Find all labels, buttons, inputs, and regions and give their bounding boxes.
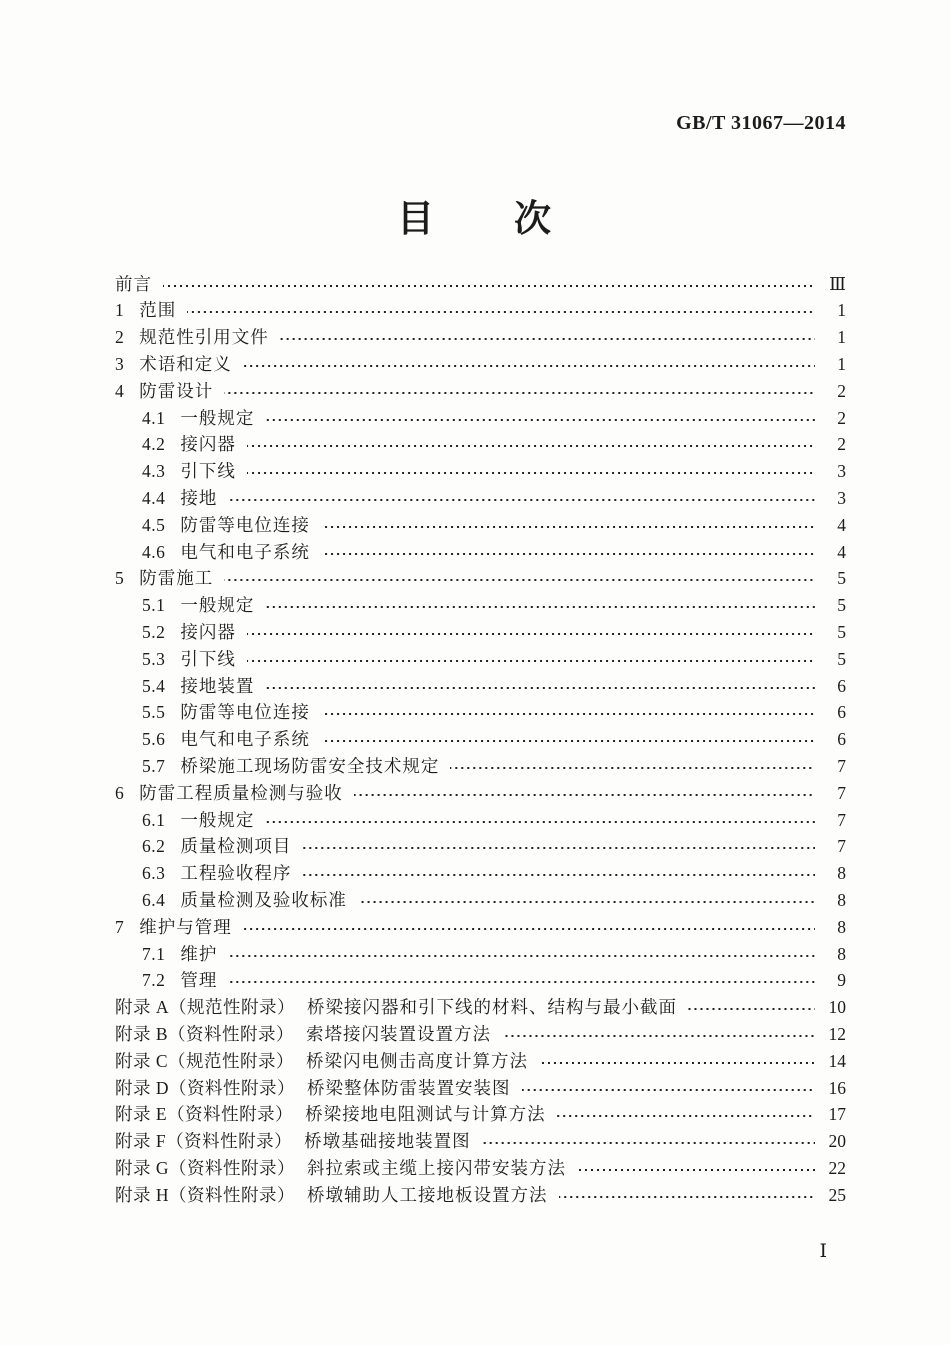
toc-entry-label: 桥梁施工现场防雷安全技术规定 — [180, 755, 440, 776]
table-of-contents — [115, 271, 846, 1209]
toc-entry-number: 3 — [115, 354, 125, 375]
dot-leader — [302, 847, 815, 850]
dot-leader — [482, 1142, 815, 1145]
toc-entry-label: 防雷设计 — [139, 380, 214, 401]
dot-leader — [243, 365, 815, 368]
toc-row — [115, 593, 846, 620]
toc-entry-label: 引下线 — [180, 648, 236, 669]
toc-page-number: 2 — [837, 407, 846, 428]
toc-row — [115, 325, 846, 352]
toc-entry-number: 6.2 — [142, 836, 166, 857]
toc-page-number: Ⅲ — [829, 273, 846, 294]
toc-entry-number: 附录 A（规范性附录） — [115, 997, 296, 1018]
dot-leader — [321, 552, 815, 555]
toc-entry-number: 1 — [115, 300, 125, 321]
toc-entry-label: 前言 — [115, 273, 152, 294]
toc-page-number: 8 — [837, 889, 846, 910]
toc-page-number: 10 — [828, 997, 846, 1018]
toc-page-number: 5 — [837, 648, 846, 669]
toc-row — [115, 968, 846, 995]
toc-page-number: 25 — [828, 1184, 846, 1205]
toc-entry-number: 7.1 — [142, 943, 166, 964]
toc-page-number: 5 — [837, 595, 846, 616]
dot-leader — [163, 284, 815, 287]
toc-row — [115, 861, 846, 888]
toc-row — [115, 700, 846, 727]
toc-entry-label: 桥墩基础接地装置图 — [304, 1131, 471, 1152]
toc-entry-label: 防雷等电位连接 — [180, 514, 310, 535]
toc-page-number: 7 — [837, 755, 846, 776]
toc-entry-number: 5.7 — [142, 755, 166, 776]
toc-entry-label: 桥梁整体防雷装置安装图 — [307, 1077, 511, 1098]
toc-entry-label: 电气和电子系统 — [180, 729, 310, 750]
toc-entry-number: 5.3 — [142, 648, 166, 669]
dot-leader — [280, 338, 815, 341]
toc-entry-number: 附录 B（资料性附录） — [115, 1023, 295, 1044]
toc-entry-number: 5.5 — [142, 702, 166, 723]
toc-row — [115, 485, 846, 512]
toc-entry-label: 接地 — [180, 488, 218, 509]
toc-entry-label: 桥梁接闪器和引下线的材料、结构与最小截面 — [307, 997, 678, 1018]
toc-page-number: 6 — [837, 702, 846, 723]
toc-row — [115, 539, 846, 566]
toc-row — [115, 646, 846, 673]
toc-row — [115, 1021, 846, 1048]
toc-row — [115, 432, 846, 459]
dot-leader — [265, 606, 815, 609]
toc-entry-number: 7.2 — [142, 970, 166, 991]
toc-entry-label: 质量检测项目 — [180, 836, 292, 857]
toc-row — [115, 271, 846, 298]
dot-leader — [358, 901, 815, 904]
toc-entry-label: 斜拉索或主缆上接闪带安装方法 — [307, 1157, 567, 1178]
toc-page-number: 1 — [837, 354, 846, 375]
toc-row — [115, 780, 846, 807]
toc-page-number: 16 — [828, 1077, 846, 1098]
toc-page-number: 4 — [837, 514, 846, 535]
toc-entry-label: 桥墩辅助人工接地板设置方法 — [307, 1184, 548, 1205]
dot-leader — [539, 1062, 815, 1065]
dot-leader — [228, 981, 815, 984]
toc-page-number: 8 — [837, 943, 846, 964]
toc-row — [115, 619, 846, 646]
toc-entry-label: 管理 — [180, 970, 218, 991]
dot-leader — [247, 660, 815, 663]
dot-leader — [557, 1115, 815, 1118]
toc-entry-number: 附录 H（资料性附录） — [115, 1184, 296, 1205]
dot-leader — [247, 445, 815, 448]
toc-page-number: 12 — [828, 1023, 846, 1044]
toc-entry-label: 一般规定 — [180, 407, 255, 428]
toc-row — [115, 459, 846, 486]
toc-entry-label: 接闪器 — [180, 434, 236, 455]
toc-entry-label: 范围 — [139, 300, 177, 321]
dot-leader — [265, 418, 815, 421]
toc-page-number: 5 — [837, 622, 846, 642]
toc-entry-label: 工程验收程序 — [180, 863, 292, 884]
toc-entry-label: 维护 — [180, 943, 218, 964]
toc-page-number: 1 — [837, 300, 846, 321]
toc-entry-number: 4.1 — [142, 407, 166, 428]
dot-leader — [321, 740, 815, 743]
toc-row — [115, 727, 846, 754]
toc-page-number: 3 — [837, 488, 846, 509]
toc-row — [115, 1155, 846, 1182]
dot-leader — [224, 392, 815, 395]
toc-page-number: 2 — [837, 380, 846, 401]
toc-entry-number: 4.2 — [142, 434, 166, 455]
toc-page-number: 3 — [837, 461, 846, 482]
toc-row — [115, 673, 846, 700]
dot-leader — [522, 1088, 815, 1091]
toc-page-number: 17 — [828, 1104, 846, 1125]
toc-entry-number: 4.5 — [142, 514, 166, 535]
dot-leader — [224, 579, 815, 582]
dot-leader — [187, 311, 815, 314]
toc-row — [115, 753, 846, 780]
toc-row — [115, 995, 846, 1022]
toc-row — [115, 378, 846, 405]
toc-row — [115, 834, 846, 861]
toc-row — [115, 351, 846, 378]
toc-entry-label: 一般规定 — [180, 595, 255, 616]
toc-row — [115, 512, 846, 539]
dot-leader — [247, 472, 815, 475]
toc-row — [115, 941, 846, 968]
toc-entry-label: 防雷工程质量检测与验收 — [139, 782, 343, 803]
toc-entry-label: 防雷等电位连接 — [180, 702, 310, 723]
toc-row — [115, 807, 846, 834]
toc-entry-number: 6 — [115, 782, 125, 803]
toc-entry-number: 5.6 — [142, 729, 166, 750]
toc-page-number: 8 — [837, 916, 846, 937]
toc-entry-number: 附录 F（资料性附录） — [115, 1131, 293, 1152]
toc-page-number: 8 — [837, 863, 846, 884]
dot-leader — [247, 633, 815, 636]
toc-entry-number: 5.4 — [142, 675, 166, 696]
toc-row — [115, 1102, 846, 1129]
toc-entry-number: 5 — [115, 568, 125, 589]
dot-leader — [354, 794, 815, 797]
toc-page-number: 20 — [828, 1131, 846, 1152]
toc-row — [115, 298, 846, 325]
toc-page-number: 9 — [837, 970, 846, 991]
toc-entry-number: 5.2 — [142, 622, 166, 642]
toc-row — [115, 566, 846, 593]
toc-row — [115, 1129, 846, 1156]
toc-entry-number: 附录 D（资料性附录） — [115, 1077, 296, 1098]
dot-leader — [321, 713, 815, 716]
toc-page-number: 6 — [837, 675, 846, 696]
toc-entry-number: 附录 E（资料性附录） — [115, 1104, 294, 1125]
toc-entry-number: 附录 G（资料性附录） — [115, 1157, 296, 1178]
toc-entry-label: 规范性引用文件 — [139, 327, 269, 348]
dot-leader — [450, 767, 815, 770]
dot-leader — [265, 820, 815, 823]
toc-row — [115, 1048, 846, 1075]
toc-entry-label: 接地装置 — [180, 675, 255, 696]
dot-leader — [228, 954, 815, 957]
dot-leader — [688, 1008, 815, 1011]
toc-entry-label: 接闪器 — [180, 622, 236, 642]
toc-row — [115, 1182, 846, 1209]
toc-entry-label: 引下线 — [180, 461, 236, 482]
toc-row — [115, 914, 846, 941]
page-title: 目 次 — [397, 199, 553, 240]
dot-leader — [559, 1195, 815, 1198]
folio-page-number: Ⅰ — [819, 1241, 828, 1262]
toc-page-number: 14 — [828, 1050, 846, 1071]
toc-page-number: 7 — [837, 836, 846, 857]
toc-page-number: 7 — [837, 782, 846, 803]
dot-leader — [577, 1169, 815, 1172]
standard-number: GB/T 31067—2014 — [676, 112, 846, 134]
toc-page-number: 22 — [828, 1157, 846, 1178]
toc-entry-label: 维护与管理 — [139, 916, 232, 937]
toc-entry-number: 4.6 — [142, 541, 166, 562]
toc-entry-number: 4 — [115, 380, 125, 401]
toc-entry-number: 2 — [115, 327, 125, 348]
toc-entry-label: 一般规定 — [180, 809, 255, 830]
toc-entry-number: 4.3 — [142, 461, 166, 482]
toc-entry-label: 术语和定义 — [139, 354, 232, 375]
toc-entry-label: 防雷施工 — [139, 568, 214, 589]
dot-leader — [302, 874, 815, 877]
dot-leader — [321, 526, 815, 529]
toc-entry-number: 6.4 — [142, 889, 166, 910]
toc-entry-label: 索塔接闪装置设置方法 — [306, 1023, 492, 1044]
toc-entry-number: 5.1 — [142, 595, 166, 616]
toc-entry-number: 7 — [115, 916, 125, 937]
toc-page-number: 5 — [837, 568, 846, 589]
toc-entry-label: 桥梁接地电阻测试与计算方法 — [305, 1104, 546, 1125]
toc-entry-label: 电气和电子系统 — [180, 541, 310, 562]
toc-page-number: 2 — [837, 434, 846, 455]
dot-leader — [502, 1035, 815, 1038]
toc-page-number: 1 — [837, 327, 846, 348]
toc-entry-number: 6.1 — [142, 809, 166, 830]
toc-page-number: 7 — [837, 809, 846, 830]
dot-leader — [265, 686, 815, 689]
toc-entry-number: 附录 C（规范性附录） — [115, 1050, 295, 1071]
toc-page-number: 4 — [837, 541, 846, 562]
toc-entry-label: 质量检测及验收标准 — [180, 889, 347, 910]
toc-row — [115, 887, 846, 914]
toc-entry-number: 4.4 — [142, 488, 166, 509]
toc-entry-number: 6.3 — [142, 863, 166, 884]
toc-page-number: 6 — [837, 729, 846, 750]
dot-leader — [228, 499, 815, 502]
toc-row — [115, 1075, 846, 1102]
dot-leader — [243, 928, 815, 931]
toc-row — [115, 405, 846, 432]
toc-entry-label: 桥梁闪电侧击高度计算方法 — [306, 1050, 529, 1071]
